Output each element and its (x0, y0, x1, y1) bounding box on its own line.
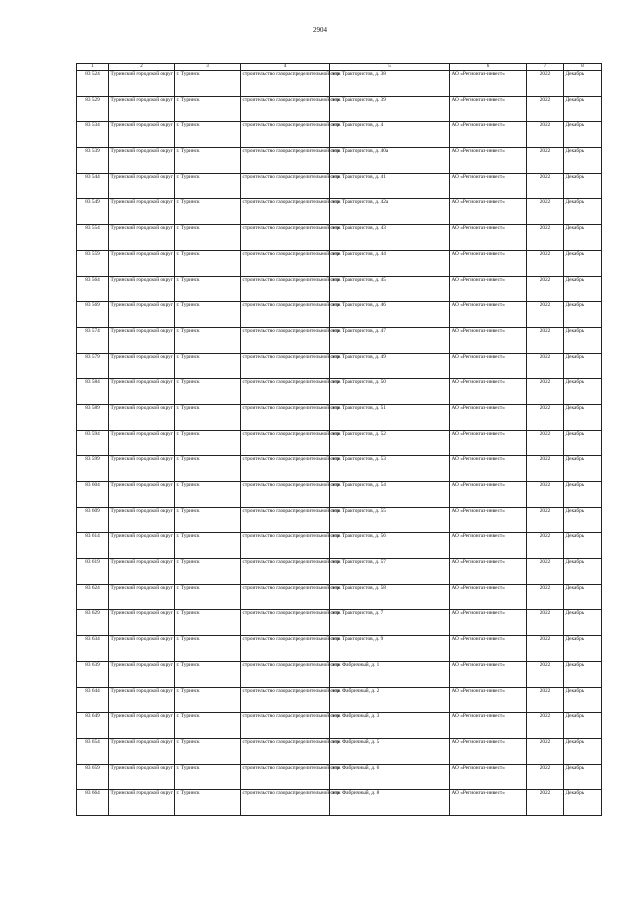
cell-district: Туринский городской округ (109, 610, 175, 636)
cell-year: 2022 (527, 661, 564, 687)
cell-month: Декабрь (564, 276, 602, 302)
table-row (77, 353, 602, 379)
cell-organization: АО «Регионгаз-инвест» (450, 533, 527, 559)
cell-organization: АО «Регионгаз-инвест» (450, 122, 527, 148)
cell-organization: АО «Регионгаз-инвест» (450, 225, 527, 251)
cell-month: Декабрь (564, 430, 602, 456)
cell-address: пер. Трактористов, д. 7 (330, 610, 450, 636)
cell-locality: г. Туринск (175, 327, 241, 353)
cell-organization: АО «Регионгаз-инвест» (450, 482, 527, 508)
table-header-row (77, 64, 602, 71)
cell-month: Декабрь (564, 738, 602, 764)
cell-district: Туринский городской округ (109, 404, 175, 430)
cell-number: 83 579 (77, 353, 109, 379)
cell-address: пер. Трактористов, д. 55 (330, 507, 450, 533)
cell-work-type: строительство газораспределительной сети (241, 327, 330, 353)
cell-month: Декабрь (564, 302, 602, 328)
cell-work-type: строительство газораспределительной сети (241, 507, 330, 533)
cell-work-type: строительство газораспределительной сети (241, 533, 330, 559)
table-row (77, 687, 602, 713)
table-row (77, 302, 602, 328)
cell-number: 83 664 (77, 790, 109, 816)
cell-year: 2022 (527, 430, 564, 456)
cell-address: пер. Трактористов, д. 38 (330, 71, 450, 97)
cell-locality: г. Туринск (175, 96, 241, 122)
cell-number: 83 559 (77, 250, 109, 276)
cell-year: 2022 (527, 302, 564, 328)
cell-year: 2022 (527, 250, 564, 276)
cell-organization: АО «Регионгаз-инвест» (450, 71, 527, 97)
cell-organization: АО «Регионгаз-инвест» (450, 610, 527, 636)
table-row (77, 456, 602, 482)
cell-locality: г. Туринск (175, 353, 241, 379)
cell-work-type: строительство газораспределительной сети (241, 173, 330, 199)
cell-locality: г. Туринск (175, 379, 241, 405)
cell-number: 83 549 (77, 199, 109, 225)
cell-organization: АО «Регионгаз-инвест» (450, 738, 527, 764)
cell-district: Туринский городской округ (109, 636, 175, 662)
cell-locality: г. Туринск (175, 764, 241, 790)
cell-number: 83 644 (77, 687, 109, 713)
cell-number: 83 564 (77, 276, 109, 302)
cell-address: пер. Фабричный, д. 3 (330, 713, 450, 739)
table-row (77, 379, 602, 405)
cell-work-type: строительство газораспределительной сети (241, 148, 330, 174)
cell-organization: АО «Регионгаз-инвест» (450, 687, 527, 713)
cell-year: 2022 (527, 327, 564, 353)
cell-year: 2022 (527, 507, 564, 533)
cell-number: 83 639 (77, 661, 109, 687)
cell-number: 83 574 (77, 327, 109, 353)
table-row (77, 148, 602, 174)
cell-district: Туринский городской округ (109, 71, 175, 97)
cell-organization: АО «Регионгаз-инвест» (450, 713, 527, 739)
cell-district: Туринский городской округ (109, 96, 175, 122)
cell-organization: АО «Регионгаз-инвест» (450, 661, 527, 687)
cell-district: Туринский городской округ (109, 353, 175, 379)
cell-organization: АО «Регионгаз-инвест» (450, 327, 527, 353)
cell-year: 2022 (527, 96, 564, 122)
cell-address: пер. Трактористов, д. 44 (330, 250, 450, 276)
table-row (77, 71, 602, 97)
table-row (77, 559, 602, 585)
cell-address: пер. Трактористов, д. 46 (330, 302, 450, 328)
cell-work-type: строительство газораспределительной сети (241, 276, 330, 302)
cell-locality: г. Туринск (175, 122, 241, 148)
cell-organization: АО «Регионгаз-инвест» (450, 456, 527, 482)
cell-work-type: строительство газораспределительной сети (241, 687, 330, 713)
cell-organization: АО «Регионгаз-инвест» (450, 250, 527, 276)
cell-month: Декабрь (564, 661, 602, 687)
table-row (77, 610, 602, 636)
cell-month: Декабрь (564, 533, 602, 559)
cell-month: Декабрь (564, 250, 602, 276)
cell-year: 2022 (527, 790, 564, 816)
cell-locality: г. Туринск (175, 302, 241, 328)
cell-year: 2022 (527, 173, 564, 199)
cell-organization: АО «Регионгаз-инвест» (450, 430, 527, 456)
cell-number: 83 649 (77, 713, 109, 739)
cell-address: пер. Трактористов, д. 9 (330, 636, 450, 662)
cell-address: пер. Трактористов, д. 51 (330, 404, 450, 430)
column-header: 6 (450, 64, 527, 71)
cell-month: Декабрь (564, 327, 602, 353)
cell-work-type: строительство газораспределительной сети (241, 430, 330, 456)
cell-year: 2022 (527, 71, 564, 97)
cell-month: Декабрь (564, 148, 602, 174)
cell-month: Декабрь (564, 636, 602, 662)
table-row (77, 173, 602, 199)
cell-month: Декабрь (564, 225, 602, 251)
cell-locality: г. Туринск (175, 738, 241, 764)
cell-address: пер. Фабричный, д. 6 (330, 764, 450, 790)
table-row (77, 507, 602, 533)
cell-address: пер. Трактористов, д. 40а (330, 148, 450, 174)
table-row (77, 482, 602, 508)
table-row (77, 636, 602, 662)
cell-locality: г. Туринск (175, 456, 241, 482)
cell-year: 2022 (527, 353, 564, 379)
cell-month: Декабрь (564, 456, 602, 482)
cell-district: Туринский городской округ (109, 559, 175, 585)
cell-locality: г. Туринск (175, 533, 241, 559)
cell-month: Декабрь (564, 404, 602, 430)
table-row (77, 96, 602, 122)
cell-district: Туринский городской округ (109, 456, 175, 482)
cell-work-type: строительство газораспределительной сети (241, 122, 330, 148)
cell-organization: АО «Регионгаз-инвест» (450, 96, 527, 122)
cell-locality: г. Туринск (175, 199, 241, 225)
cell-organization: АО «Регионгаз-инвест» (450, 302, 527, 328)
column-header: 7 (527, 64, 564, 71)
cell-district: Туринский городской округ (109, 713, 175, 739)
cell-year: 2022 (527, 559, 564, 585)
cell-district: Туринский городской округ (109, 199, 175, 225)
cell-number: 83 594 (77, 430, 109, 456)
cell-year: 2022 (527, 404, 564, 430)
cell-locality: г. Туринск (175, 687, 241, 713)
cell-organization: АО «Регионгаз-инвест» (450, 636, 527, 662)
cell-address: пер. Трактористов, д. 53 (330, 456, 450, 482)
cell-number: 83 629 (77, 610, 109, 636)
cell-number: 83 619 (77, 559, 109, 585)
cell-month: Декабрь (564, 122, 602, 148)
column-header: 2 (109, 64, 175, 71)
cell-address: пер. Трактористов, д. 47 (330, 327, 450, 353)
cell-district: Туринский городской округ (109, 173, 175, 199)
cell-number: 83 534 (77, 122, 109, 148)
cell-work-type: строительство газораспределительной сети (241, 199, 330, 225)
cell-address: пер. Трактористов, д. 4 (330, 122, 450, 148)
cell-number: 83 539 (77, 148, 109, 174)
cell-year: 2022 (527, 456, 564, 482)
page-number: 2904 (313, 26, 327, 34)
cell-work-type: строительство газораспределительной сети (241, 610, 330, 636)
cell-work-type: строительство газораспределительной сети (241, 302, 330, 328)
cell-year: 2022 (527, 379, 564, 405)
cell-address: пер. Трактористов, д. 39 (330, 96, 450, 122)
cell-number: 83 584 (77, 379, 109, 405)
cell-work-type: строительство газораспределительной сети (241, 225, 330, 251)
cell-district: Туринский городской округ (109, 430, 175, 456)
cell-district: Туринский городской округ (109, 225, 175, 251)
cell-locality: г. Туринск (175, 713, 241, 739)
cell-number: 83 624 (77, 584, 109, 610)
cell-district: Туринский городской округ (109, 482, 175, 508)
table-row (77, 430, 602, 456)
cell-year: 2022 (527, 687, 564, 713)
table-row (77, 404, 602, 430)
cell-month: Декабрь (564, 764, 602, 790)
cell-number: 83 654 (77, 738, 109, 764)
cell-work-type: строительство газораспределительной сети (241, 764, 330, 790)
cell-address: пер. Трактористов, д. 57 (330, 559, 450, 585)
cell-locality: г. Туринск (175, 482, 241, 508)
cell-district: Туринский городской округ (109, 738, 175, 764)
cell-address: пер. Трактористов, д. 56 (330, 533, 450, 559)
cell-month: Декабрь (564, 713, 602, 739)
column-header: 8 (564, 64, 602, 71)
cell-work-type: строительство газораспределительной сети (241, 482, 330, 508)
cell-locality: г. Туринск (175, 173, 241, 199)
cell-organization: АО «Регионгаз-инвест» (450, 584, 527, 610)
table-body (77, 71, 602, 816)
cell-address: пер. Трактористов, д. 58 (330, 584, 450, 610)
cell-month: Декабрь (564, 199, 602, 225)
cell-locality: г. Туринск (175, 584, 241, 610)
table-row (77, 661, 602, 687)
cell-number: 83 524 (77, 71, 109, 97)
table-row (77, 327, 602, 353)
cell-month: Декабрь (564, 353, 602, 379)
cell-organization: АО «Регионгаз-инвест» (450, 379, 527, 405)
cell-organization: АО «Регионгаз-инвест» (450, 173, 527, 199)
cell-district: Туринский городской округ (109, 148, 175, 174)
cell-address: пер. Трактористов, д. 49 (330, 353, 450, 379)
cell-year: 2022 (527, 122, 564, 148)
cell-year: 2022 (527, 636, 564, 662)
table-row (77, 199, 602, 225)
cell-work-type: строительство газораспределительной сети (241, 71, 330, 97)
cell-locality: г. Туринск (175, 636, 241, 662)
cell-district: Туринский городской округ (109, 661, 175, 687)
cell-year: 2022 (527, 225, 564, 251)
cell-month: Декабрь (564, 71, 602, 97)
cell-organization: АО «Регионгаз-инвест» (450, 148, 527, 174)
cell-year: 2022 (527, 533, 564, 559)
cell-month: Декабрь (564, 790, 602, 816)
cell-locality: г. Туринск (175, 404, 241, 430)
cell-year: 2022 (527, 738, 564, 764)
cell-month: Декабрь (564, 584, 602, 610)
cell-work-type: строительство газораспределительной сети (241, 790, 330, 816)
cell-organization: АО «Регионгаз-инвест» (450, 199, 527, 225)
cell-year: 2022 (527, 482, 564, 508)
cell-month: Декабрь (564, 482, 602, 508)
table-row (77, 533, 602, 559)
cell-work-type: строительство газораспределительной сети (241, 353, 330, 379)
cell-locality: г. Туринск (175, 507, 241, 533)
cell-organization: АО «Регионгаз-инвест» (450, 507, 527, 533)
cell-number: 83 544 (77, 173, 109, 199)
cell-number: 83 569 (77, 302, 109, 328)
cell-locality: г. Туринск (175, 559, 241, 585)
cell-address: пер. Трактористов, д. 45 (330, 276, 450, 302)
cell-locality: г. Туринск (175, 790, 241, 816)
cell-work-type: строительство газораспределительной сети (241, 379, 330, 405)
cell-number: 83 609 (77, 507, 109, 533)
cell-work-type: строительство газораспределительной сети (241, 559, 330, 585)
cell-address: пер. Трактористов, д. 54 (330, 482, 450, 508)
cell-month: Декабрь (564, 687, 602, 713)
cell-organization: АО «Регионгаз-инвест» (450, 404, 527, 430)
registry-table (76, 63, 602, 816)
cell-address: пер. Трактористов, д. 42а (330, 199, 450, 225)
cell-number: 83 634 (77, 636, 109, 662)
cell-work-type: строительство газораспределительной сети (241, 96, 330, 122)
cell-address: пер. Фабричный, д. 2 (330, 687, 450, 713)
cell-locality: г. Туринск (175, 225, 241, 251)
cell-district: Туринский городской округ (109, 507, 175, 533)
cell-organization: АО «Регионгаз-инвест» (450, 276, 527, 302)
cell-district: Туринский городской округ (109, 250, 175, 276)
table-row (77, 584, 602, 610)
cell-organization: АО «Регионгаз-инвест» (450, 559, 527, 585)
column-header: 3 (175, 64, 241, 71)
cell-district: Туринский городской округ (109, 379, 175, 405)
cell-month: Декабрь (564, 610, 602, 636)
cell-month: Декабрь (564, 559, 602, 585)
cell-year: 2022 (527, 584, 564, 610)
column-header: 1 (77, 64, 109, 71)
table-row (77, 122, 602, 148)
cell-district: Туринский городской округ (109, 687, 175, 713)
table-row (77, 276, 602, 302)
table-row (77, 250, 602, 276)
cell-year: 2022 (527, 276, 564, 302)
cell-year: 2022 (527, 764, 564, 790)
cell-district: Туринский городской округ (109, 302, 175, 328)
cell-number: 83 554 (77, 225, 109, 251)
cell-work-type: строительство газораспределительной сети (241, 456, 330, 482)
cell-month: Декабрь (564, 507, 602, 533)
cell-month: Декабрь (564, 173, 602, 199)
cell-locality: г. Туринск (175, 661, 241, 687)
cell-year: 2022 (527, 199, 564, 225)
cell-address: пер. Трактористов, д. 52 (330, 430, 450, 456)
cell-year: 2022 (527, 713, 564, 739)
cell-locality: г. Туринск (175, 250, 241, 276)
cell-work-type: строительство газораспределительной сети (241, 250, 330, 276)
cell-district: Туринский городской округ (109, 584, 175, 610)
cell-number: 83 659 (77, 764, 109, 790)
cell-locality: г. Туринск (175, 430, 241, 456)
cell-work-type: строительство газораспределительной сети (241, 713, 330, 739)
column-header: 4 (241, 64, 330, 71)
cell-address: пер. Фабричный, д. 8 (330, 790, 450, 816)
cell-locality: г. Туринск (175, 148, 241, 174)
table-row (77, 225, 602, 251)
cell-organization: АО «Регионгаз-инвест» (450, 764, 527, 790)
cell-district: Туринский городской округ (109, 764, 175, 790)
column-header: 5 (330, 64, 450, 71)
cell-work-type: строительство газораспределительной сети (241, 584, 330, 610)
cell-number: 83 529 (77, 96, 109, 122)
cell-number: 83 604 (77, 482, 109, 508)
cell-organization: АО «Регионгаз-инвест» (450, 353, 527, 379)
cell-work-type: строительство газораспределительной сети (241, 738, 330, 764)
cell-number: 83 589 (77, 404, 109, 430)
cell-locality: г. Туринск (175, 276, 241, 302)
cell-district: Туринский городской округ (109, 276, 175, 302)
cell-address: пер. Трактористов, д. 50 (330, 379, 450, 405)
cell-address: пер. Фабричный, д. 1 (330, 661, 450, 687)
cell-year: 2022 (527, 610, 564, 636)
cell-organization: АО «Регионгаз-инвест» (450, 790, 527, 816)
cell-work-type: строительство газораспределительной сети (241, 404, 330, 430)
table-row (77, 738, 602, 764)
cell-year: 2022 (527, 148, 564, 174)
cell-address: пер. Фабричный, д. 5 (330, 738, 450, 764)
cell-district: Туринский городской округ (109, 327, 175, 353)
cell-district: Туринский городской округ (109, 533, 175, 559)
cell-address: пер. Трактористов, д. 43 (330, 225, 450, 251)
table-row (77, 713, 602, 739)
cell-district: Туринский городской округ (109, 122, 175, 148)
table-row (77, 790, 602, 816)
cell-month: Декабрь (564, 96, 602, 122)
cell-number: 83 614 (77, 533, 109, 559)
cell-work-type: строительство газораспределительной сети (241, 661, 330, 687)
cell-locality: г. Туринск (175, 71, 241, 97)
cell-work-type: строительство газораспределительной сети (241, 636, 330, 662)
cell-number: 83 599 (77, 456, 109, 482)
table-row (77, 764, 602, 790)
cell-address: пер. Трактористов, д. 41 (330, 173, 450, 199)
cell-locality: г. Туринск (175, 610, 241, 636)
cell-month: Декабрь (564, 379, 602, 405)
cell-district: Туринский городской округ (109, 790, 175, 816)
